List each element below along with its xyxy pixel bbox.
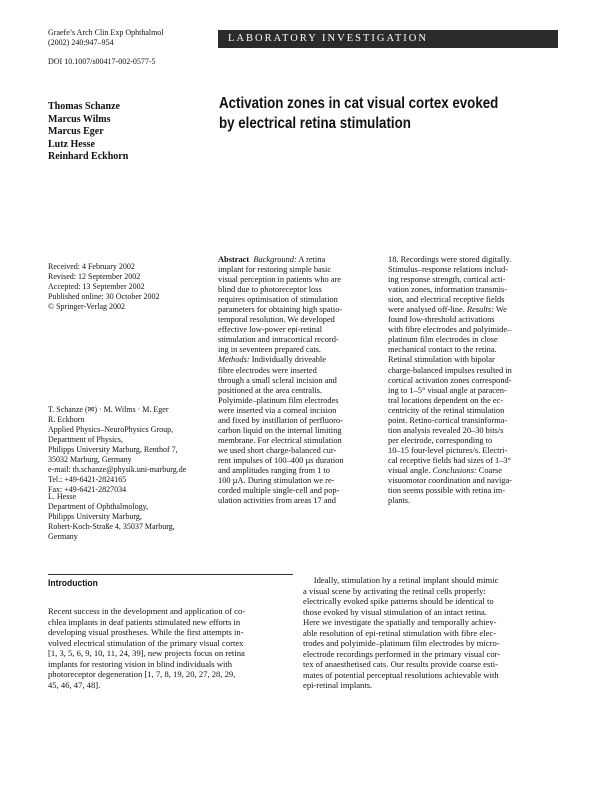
abstract-line: parameters for obtaining high spatio- bbox=[218, 305, 343, 315]
abstract-text: Coarse bbox=[476, 465, 502, 475]
introduction-heading: Introduction bbox=[48, 578, 98, 589]
abstract-line: 10–15 four-level pictures/s. Electri- bbox=[388, 445, 508, 455]
abstract-line bbox=[218, 255, 380, 265]
abstract-line: visuomotor coordination and naviga- bbox=[388, 476, 512, 486]
journal-volume: (2002) 240:947–954 bbox=[48, 38, 114, 47]
abstract-line: centricity of the retinal stimulation bbox=[388, 405, 505, 415]
address-line: Philipps University Marburg, bbox=[48, 512, 142, 521]
body-line: 45, 46, 47, 48]. bbox=[48, 679, 101, 690]
abstract-line: corded multiple single-cell and pop- bbox=[218, 486, 340, 496]
date-line: Received: 4 February 2002 bbox=[48, 262, 135, 271]
title-line: by electrical retina stimulation bbox=[219, 115, 411, 132]
author: Lutz Hesse bbox=[48, 138, 95, 150]
abstract-line: ing in seventeen prepared cats. bbox=[218, 345, 322, 355]
address-line: L. Hesse bbox=[48, 492, 76, 501]
title-line: Activation zones in cat visual cortex evoked bbox=[219, 95, 499, 112]
abstract-line: cal receptive fields had sizes of 1–3° bbox=[388, 455, 511, 465]
date-line: Revised: 12 September 2002 bbox=[48, 272, 141, 281]
abstract-line: requires optimisation of stimulation bbox=[218, 295, 338, 305]
abstract-line: positioned at the area centralis. bbox=[218, 385, 322, 395]
address-line: R. Eckhorn bbox=[48, 415, 85, 424]
body-line: Ideally, stimulation by a retinal implant should mimic bbox=[303, 575, 499, 585]
abstract-line bbox=[218, 355, 380, 365]
introduction-column-2 bbox=[303, 575, 559, 691]
abstract-column-1 bbox=[218, 255, 380, 506]
body-line: volved electrical stimulation of the primary visual cortex bbox=[48, 637, 244, 648]
doi: DOI 10.1007/s00417-002-0577-5 bbox=[48, 57, 156, 66]
abstract-column-2 bbox=[388, 255, 558, 506]
body-line: a visual scene by activating the retinal cells properly: bbox=[303, 585, 486, 596]
abstract-line: platinum film electrodes in close bbox=[388, 335, 498, 345]
abstract-line bbox=[388, 466, 558, 476]
author: Marcus Eger bbox=[48, 126, 104, 138]
abstract-line: Polyimide–platinum film electrodes bbox=[218, 395, 339, 405]
abstract-line: charge-balanced impulses resulted in bbox=[388, 365, 512, 375]
body-line: chlea implants in deaf patients stimulated new efforts in bbox=[48, 616, 241, 627]
abstract-line: implant for restoring simple basic bbox=[218, 265, 332, 275]
body-line: Recent success in the development and application of co- bbox=[48, 606, 246, 616]
methods-label: Methods: bbox=[218, 355, 250, 365]
abstract-line: Stimulus–response relations includ- bbox=[388, 265, 509, 275]
abstract-line: cortical activation zones correspond- bbox=[388, 375, 512, 385]
background-label: Background: bbox=[253, 255, 297, 264]
introduction-column-1 bbox=[48, 606, 293, 690]
copyright-line: © Springer-Verlag 2002 bbox=[48, 302, 126, 311]
abstract-line: fibre electrodes were inserted bbox=[218, 365, 317, 375]
address-line: Department of Physics, bbox=[48, 435, 123, 444]
phone-line: Tel.: +49-6421-2824165 bbox=[48, 475, 127, 484]
abstract-line: 18. Recordings were stored digitally. bbox=[388, 255, 512, 264]
date-line: Published online: 30 October 2002 bbox=[48, 292, 160, 301]
address-line: 35032 Marburg, Germany bbox=[48, 455, 132, 464]
author: Marcus Wilms bbox=[48, 113, 111, 125]
journal-name: Graefe’s Arch Clin Exp Ophthalmol bbox=[48, 28, 164, 37]
abstract-line: found low-threshold activations bbox=[388, 315, 495, 325]
body-line: photoreceptor degeneration [1, 7, 8, 19, 20, 27, 28, 29, bbox=[48, 669, 236, 679]
section-banner: LABORATORY INVESTIGATION bbox=[218, 30, 558, 48]
author: Reinhard Eckhorn bbox=[48, 151, 129, 163]
abstract-line: and amplitudes ranging from 1 to bbox=[218, 465, 330, 475]
abstract-line: tion analysis revealed 20–30 bits/s bbox=[388, 425, 504, 435]
correspondence-address bbox=[48, 405, 218, 495]
address-line: Robert-Koch-Straße 4, 35037 Marburg, bbox=[48, 522, 175, 531]
abstract-line: temporal resolution. We developed bbox=[218, 315, 335, 325]
abstract-line: sion, and electrical receptive fields bbox=[388, 295, 505, 305]
abstract-line: plants. bbox=[388, 496, 411, 506]
body-line: developing visual prostheses. While the first attempts in- bbox=[48, 627, 244, 637]
article-title bbox=[219, 94, 511, 134]
abstract-line: blind due to photoreceptor loss bbox=[218, 285, 322, 295]
body-line: epi-retinal implants. bbox=[303, 680, 373, 690]
publication-dates bbox=[48, 262, 208, 312]
abstract-line: per electrode, corresponding to bbox=[388, 435, 493, 445]
abstract-line: rent impulses of 100–400 µs duration bbox=[218, 455, 344, 465]
abstract-line: membrane. For electrical stimulation bbox=[218, 435, 342, 445]
abstract-label: Abstract bbox=[218, 255, 250, 264]
email-line: e-mail: th.schanze@physik.uni-marburg.de bbox=[48, 465, 187, 474]
date-line: Accepted: 13 September 2002 bbox=[48, 282, 145, 291]
body-line: [1, 3, 5, 6, 9, 10, 11, 24, 39], new projects focus on retina bbox=[48, 648, 245, 658]
abstract-line: mechanical contact to the retina. bbox=[388, 345, 497, 355]
abstract-line: tion seems possible with retina im- bbox=[388, 486, 506, 496]
fax-line: Fax: +49-6421-2827034 bbox=[48, 485, 127, 494]
abstract-line: and fixed by instillation of perfluoro- bbox=[218, 415, 343, 425]
address-line: T. Schanze (✉) · M. Wilms · M. Eger bbox=[48, 405, 169, 414]
journal-citation bbox=[48, 28, 208, 48]
abstract-text: were analysed off-line. bbox=[388, 305, 467, 315]
body-line: tex of anaesthetised cats. Our results provide coarse esti- bbox=[303, 659, 498, 669]
address-line: Philipps University Marburg, Renthof 7, bbox=[48, 445, 178, 454]
abstract-text: A retina bbox=[296, 255, 326, 264]
abstract-line: through a small scleral incision and bbox=[218, 375, 337, 385]
address-line: Department of Ophthalmology, bbox=[48, 502, 149, 511]
abstract-line: point. Retino-cortical transinforma- bbox=[388, 415, 508, 425]
body-line: Here we investigate the spatially and temporally achiev- bbox=[303, 617, 497, 627]
abstract-text: We bbox=[493, 305, 507, 315]
abstract-line: Retinal stimulation with bipolar bbox=[388, 355, 495, 365]
abstract-line: 100 µA. During stimulation we re- bbox=[218, 476, 335, 486]
abstract-text: visual angle. bbox=[388, 465, 433, 475]
body-line: those evoked by visual stimulation of an intact retina. bbox=[303, 606, 488, 617]
conclusions-label: Conclusions: bbox=[432, 465, 477, 475]
abstract-line: ulation activities from areas 17 and bbox=[218, 496, 336, 506]
abstract-line: carbon liquid on the internal limiting bbox=[218, 425, 342, 435]
abstract-line bbox=[388, 305, 558, 315]
abstract-line: were inserted via a corneal incision bbox=[218, 405, 337, 415]
body-line: mates of potential perceptual resolutions achievable with bbox=[303, 669, 499, 680]
abstract-line: ing to 1–5° visual angle at paracen- bbox=[388, 385, 507, 395]
abstract-text: Individually driveable bbox=[249, 355, 326, 365]
abstract-line: effective low-power epi-retinal bbox=[218, 325, 323, 335]
author-list bbox=[48, 101, 208, 164]
body-line: electrically evoked spike patterns should be identical to bbox=[303, 596, 494, 606]
results-label: Results: bbox=[466, 305, 494, 315]
abstract-line: tral locations dependent on the ec- bbox=[388, 395, 504, 405]
abstract-line: vation zones, information transmis- bbox=[388, 285, 508, 295]
author: Thomas Schanze bbox=[48, 101, 120, 112]
section-divider bbox=[48, 574, 293, 575]
address-line: Applied Physics–NeuroPhysics Group, bbox=[48, 425, 174, 434]
abstract-line: visual perception in patients who are bbox=[218, 275, 342, 285]
body-line: electrode recordings performed in the primary visual cor- bbox=[303, 648, 501, 659]
abstract-line: with fibre electrodes and polyimide– bbox=[388, 325, 512, 335]
body-line: able resolution of epi-retinal stimulation with fibre elec- bbox=[303, 627, 497, 638]
second-address bbox=[48, 492, 218, 542]
abstract-line: ing response strength, cortical acti- bbox=[388, 275, 506, 285]
abstract-line: we used short charge-balanced cur- bbox=[218, 445, 337, 455]
abstract-line: stimulation and intracortical record- bbox=[218, 335, 339, 345]
body-line: implants for restoring vision in blind individuals with bbox=[48, 658, 233, 669]
body-line: trodes and polyimide–platinum film electrodes by micro- bbox=[303, 638, 500, 648]
address-line: Germany bbox=[48, 532, 78, 541]
